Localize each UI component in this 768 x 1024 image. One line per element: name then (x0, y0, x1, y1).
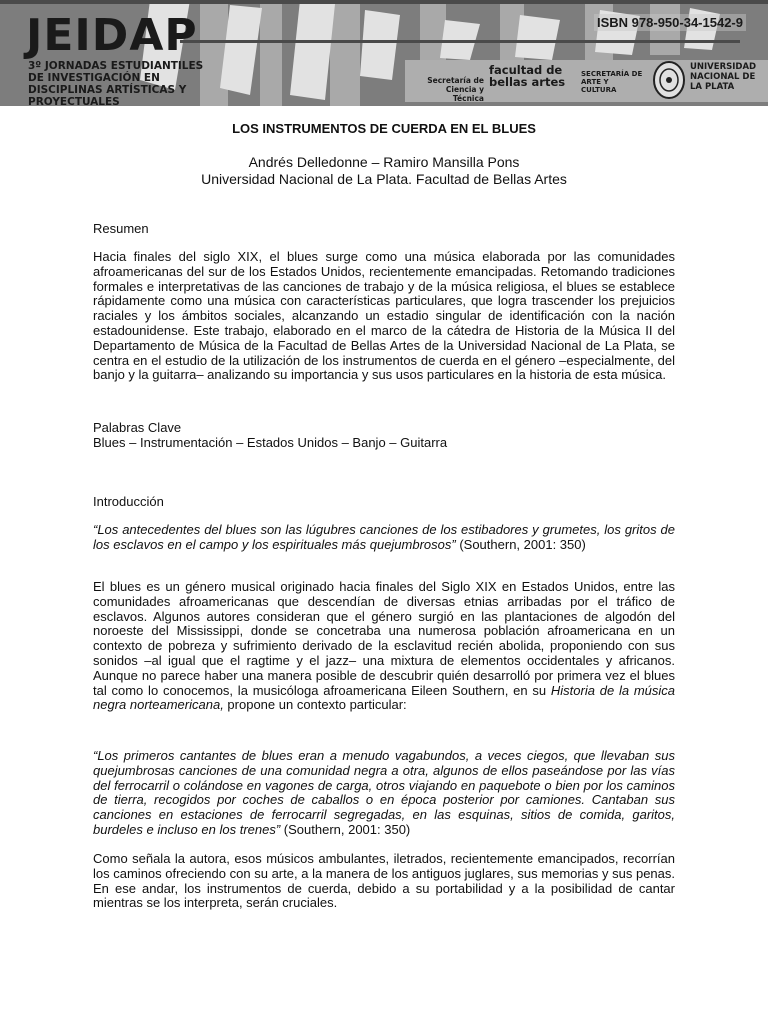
book-title: Historia de la música negra norteamericana, (93, 682, 676, 713)
intro-paragraph-1-text: El blues es un género musical originado hacia finales del Siglo XIX en Estados Unidos, entre las comunidades afroamericanas que descendían de diversas etnias arribadas por el tráfico de esclavos. Algunos autores consideran que el género surgió en las plantaciones de algodón del noroeste del Mississippi, donde se concetraba una numerosa población afroamericana en un contexto de pobreza y sufrimiento derivado de la esclavitud recién abolida, proponiendo con sus sonidos –al igual que el ragtime y el jazz– una mixtura de elementos occidentales y africanos. Aunque no parece haber una manera posible de descubrir quién desarrolló por primera vez el blues tal como lo conocemos, la musicóloga afroamericana Eileen Southern, en su (93, 579, 675, 698)
keywords-block (93, 421, 675, 451)
opening-quote (93, 523, 675, 553)
introduccion-heading: Introducción (93, 494, 164, 509)
block-quote (93, 749, 675, 838)
authors-block (0, 154, 768, 188)
author-affiliation: Universidad Nacional de La Plata. Facultad de Bellas Artes (201, 171, 567, 187)
event-logo-title: JEIDAP (26, 10, 198, 61)
event-logo-subtitle: 3º JORNADAS ESTUDIANTILES DE INVESTIGACIÓN EN DISCIPLINAS ARTÍSTICAS Y PROYECTUALES (28, 60, 204, 106)
keywords-list: Blues – Instrumentación – Estados Unidos – Banjo – Guitarra (93, 434, 448, 450)
intro-paragraph-1-end: propone un contexto particular: (223, 697, 407, 713)
paper-title: LOS INSTRUMENTOS DE CUERDA EN EL BLUES (232, 121, 536, 136)
author-names: Andrés Delledonne – Ramiro Mansilla Pons (248, 154, 520, 170)
isbn-label: ISBN 978-950-34-1542-9 (594, 14, 746, 31)
keywords-heading: Palabras Clave (93, 420, 182, 435)
header-banner (0, 0, 768, 106)
secretaria-ciencia-logo: Secretaría de Ciencia y Técnica (427, 76, 484, 103)
facultad-bellas-artes-logo: facultad de bellas artes (489, 63, 566, 89)
intro-paragraph-2: Como señala la autora, esos músicos ambulantes, iletrados, recientemente emancipados, recorrían los caminos ofreciendo con su arte, a la manera de los antiguos juglares, sus memorias y sus penas. En ese andar, los instrumentos de cuerda, debido a su portabilidad y a la posibilidad de cantar mientras se los interpreta, serán cruciales. (93, 851, 675, 911)
intro-paragraph-1 (93, 580, 675, 713)
secretaria-arte-logo: SECRETARÍA DE ARTE Y CULTURA (581, 70, 643, 94)
unlp-emblem-icon (652, 60, 686, 100)
resumen-heading: Resumen (93, 221, 149, 236)
resumen-paragraph: Hacia finales del siglo XIX, el blues surge como una música elaborada por las comunidades afroamericanas del sur de los Estados Unidos, recientemente emancipadas. Retomando tradiciones formales e interpretativas de las canciones de trabajo y de la música religiosa, el blues se establece rápidamente como una música con características particulares, que logra trascender los prejuicios raciales y los ámbitos sociales, alcanzando un estadio singular de identificación con la nación estadounidense. Este trabajo, elaborado en el marco de la cátedra de Historia de la Música II del Departamento de Música de la Facultad de Bellas Artes de la Universidad Nacional de La Plata, se centra en el estudio de la utilización de los instrumentos de cuerda en el género –especialmente, del banjo y la guitarra– analizando su importancia y sus usos particulares en la historia de esta música. (93, 249, 675, 383)
opening-quote-text: “Los antecedentes del blues son las lúgubres canciones de los estibadores y grumetes, los gritos de los esclavos en el campo y los espirituales más quejumbrosos” (93, 522, 675, 552)
unlp-logo: UNIVERSIDAD NACIONAL DE LA PLATA (690, 62, 757, 92)
opening-quote-citation: (Southern, 2001: 350) (455, 536, 586, 552)
block-quote-citation: (Southern, 2001: 350) (280, 821, 411, 837)
block-quote-text: “Los primeros cantantes de blues eran a menudo vagabundos, a veces ciegos, que llevaban sus quejumbrosas canciones de una comunidad negra a otra, algunos de ellos paseándose por las vías del ferrocarril o colándose en vagones de carga, otros viajando en paquebote o bien por los caminos de tierra, recogidos por coches de caballos o en época posterior por camiones. Cantaban sus canciones en estaciones de ferrocarril segregadas, en las esquinas, sitios de comida, garitos, burdeles e incluso en los trenes” (93, 748, 675, 837)
